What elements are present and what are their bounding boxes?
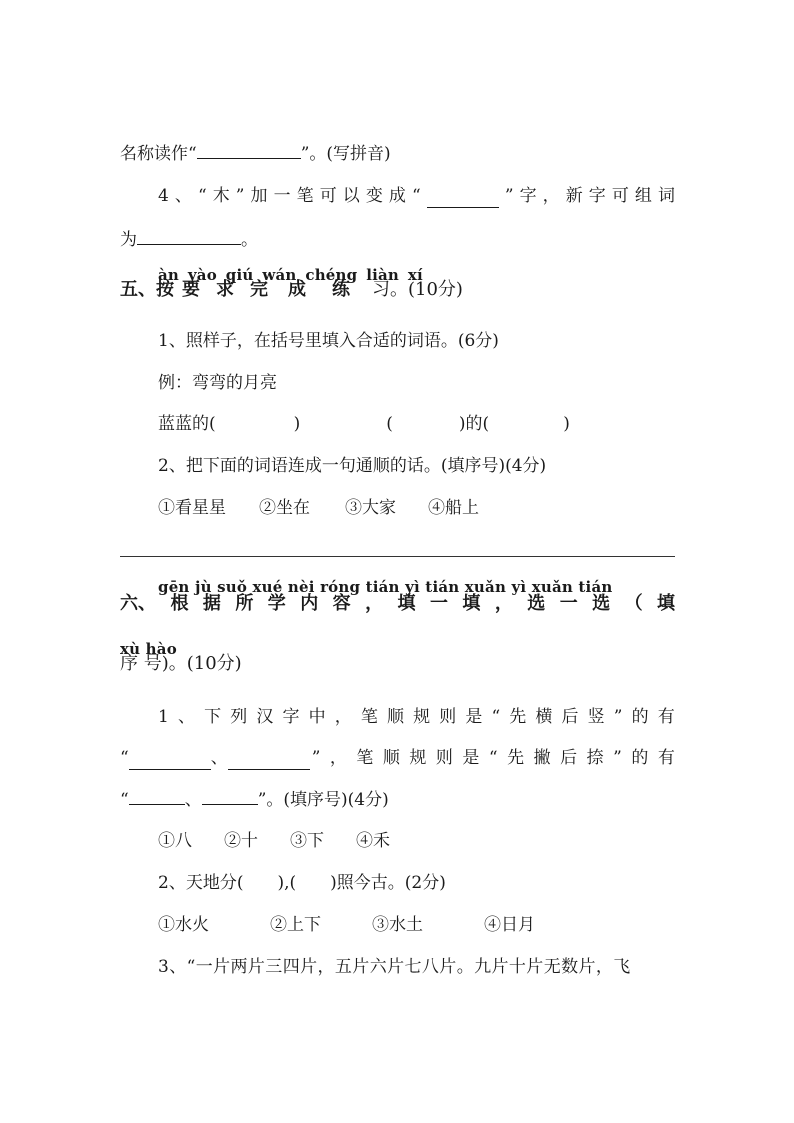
answer-blank[interactable] — [137, 228, 241, 245]
q4-prev-line — [120, 142, 675, 166]
option-item[interactable]: ②十 — [224, 831, 258, 851]
q4-prev-after: ”。(写拼音) — [300, 144, 391, 164]
answer-blank[interactable] — [129, 788, 185, 805]
section6-q3: 3、“一片两片三四片，五片六片七八片。九片十片无数片，飞 — [158, 957, 631, 977]
section5-q2: 2、把下面的词语连成一句通顺的话。(填序号)(4分) — [158, 456, 547, 476]
q1-char: 横 — [535, 707, 553, 727]
heading-char: 内 — [300, 593, 319, 614]
heading-char: 根 — [170, 593, 189, 614]
q1-char: 笔 — [360, 707, 378, 727]
q4-char: ” — [504, 186, 514, 206]
heading-char: 求 — [216, 279, 234, 300]
blank-mid-d: )的( — [458, 414, 490, 434]
option-item[interactable]: ④禾 — [356, 831, 390, 851]
blank-close-e: ) — [563, 414, 570, 434]
heading-char: 填 — [462, 593, 481, 614]
section6-heading-line1 — [120, 592, 675, 616]
option-item[interactable]: ②上下 — [270, 915, 321, 935]
section6-pinyin-line2: xù hào — [120, 640, 177, 658]
q1-char: 捺 — [586, 748, 604, 768]
heading-char: 成 — [288, 279, 306, 300]
quote-open: “ — [120, 748, 129, 768]
q4-char: 新 — [565, 186, 583, 206]
q1-char: 有 — [657, 707, 675, 727]
section6-pinyin-line1: gēn jù suǒ xué nèi róng tián yì tián xuǎn yì xuǎn tián — [158, 578, 613, 596]
q1-char: ” — [613, 748, 622, 768]
blank-open-c: ( — [386, 414, 393, 434]
section5-q1: 1、照样子，在括号里填入合适的词语。(6分) — [158, 331, 499, 351]
option-item[interactable]: ③大家 — [345, 498, 396, 518]
answer-blank[interactable] — [427, 191, 499, 208]
heading-char: 所 — [235, 593, 254, 614]
section6-q1-line1 — [158, 705, 675, 729]
q1-char: 列 — [230, 707, 248, 727]
heading-char: 填 — [657, 593, 675, 614]
section5-example: 例：弯弯的月亮 — [158, 373, 277, 393]
pinyin-syllable: xí — [407, 266, 423, 284]
q1-char: ， — [329, 748, 347, 768]
q1-char: 是 — [465, 707, 483, 727]
q1-char: ， — [334, 707, 352, 727]
option-item[interactable]: ③水土 — [372, 915, 423, 935]
option-item[interactable]: ④船上 — [428, 498, 479, 518]
q1-line3-tail: ”。(填序号)(4分) — [257, 790, 389, 810]
option-item[interactable]: ④日月 — [484, 915, 535, 935]
heading-char: 一 — [559, 593, 578, 614]
q1-char: 笔 — [356, 748, 374, 768]
q1-char: 后 — [560, 748, 578, 768]
heading-char: 选 — [592, 593, 611, 614]
separator: 、 — [184, 790, 202, 810]
q4-char: 词 — [657, 186, 675, 206]
q4-char: 变 — [365, 186, 383, 206]
section5-q2-options — [158, 496, 675, 520]
q4-char: 字 — [519, 186, 537, 206]
q1-char: 、 — [177, 707, 195, 727]
q1-char: 顺 — [386, 707, 404, 727]
section6-q1-line3 — [120, 788, 675, 812]
q1-char: ” — [311, 748, 321, 768]
heading-char: 填 — [397, 593, 416, 614]
q4-line2-end: 。 — [241, 230, 258, 250]
section6-q2-options — [158, 913, 675, 937]
heading-char: 要 — [182, 279, 200, 300]
section6-heading-line2: 序 号)。(10分) — [120, 653, 242, 674]
q1-char: “ — [491, 707, 501, 727]
q1-char: ” — [613, 707, 623, 727]
q1-char: 有 — [657, 748, 675, 768]
q4-char: 4 — [158, 186, 169, 206]
q4-char: “ — [197, 186, 207, 206]
heading-char: ， — [365, 593, 384, 614]
q1-char: 顺 — [382, 748, 400, 768]
heading-char: 一 — [429, 593, 448, 614]
q1-char: 的 — [631, 748, 649, 768]
heading-char: 五、按 — [120, 279, 174, 300]
q4-char: ， — [542, 186, 560, 206]
heading-char: 容 — [332, 593, 351, 614]
q4-char: 字 — [588, 186, 606, 206]
q4-char: 成 — [388, 186, 406, 206]
q1-line2-tail — [312, 746, 675, 770]
section5-heading — [120, 278, 502, 302]
answer-blank[interactable] — [129, 753, 211, 770]
q1-char: 汉 — [256, 707, 274, 727]
section6-q2: 2、天地分( ),( )照今古。(2分) — [158, 873, 446, 893]
q1-char: 中 — [308, 707, 326, 727]
pinyin-syllable: wán — [262, 266, 297, 284]
quote-open: “ — [120, 790, 129, 810]
q1-char: “ — [488, 748, 498, 768]
q4-char: 、 — [174, 186, 192, 206]
q4-char: 以 — [342, 186, 360, 206]
q1-char: 的 — [631, 707, 649, 727]
pinyin-syllable: chéng — [305, 266, 358, 284]
blank-open-a: 蓝蓝的( — [158, 414, 216, 434]
q1-char: 先 — [507, 748, 525, 768]
q1-char: 规 — [409, 748, 427, 768]
section6-q1-options — [158, 829, 675, 853]
heading-char: 习。(10分) — [372, 279, 463, 300]
q1-char: 先 — [509, 707, 527, 727]
q4-char: 加 — [250, 186, 268, 206]
q1-char: 字 — [282, 707, 300, 727]
q4-char: 一 — [273, 186, 291, 206]
heading-char: 练 — [332, 279, 350, 300]
option-item[interactable]: ①看星星 — [158, 498, 226, 518]
section6-q1-line2 — [120, 746, 675, 770]
heading-char: 六、 — [120, 593, 156, 614]
heading-char: 完 — [250, 279, 268, 300]
option-item[interactable]: ③下 — [290, 831, 324, 851]
heading-char: （ — [624, 593, 643, 614]
section5-blanks-line — [158, 412, 675, 436]
q1-char: 规 — [413, 707, 431, 727]
pinyin-syllable: àn — [158, 266, 180, 284]
pinyin-syllable: liàn — [366, 266, 400, 284]
q1-char: 1 — [158, 707, 169, 727]
option-item[interactable]: ②坐在 — [259, 498, 310, 518]
heading-char: ， — [494, 593, 513, 614]
q1-char: 则 — [439, 707, 457, 727]
q1-char: 竖 — [587, 707, 605, 727]
blank-close-b: ) — [293, 414, 301, 434]
q4-line2-text: 为 — [120, 230, 137, 250]
q1-char: 则 — [435, 748, 453, 768]
q1-char: 后 — [561, 707, 579, 727]
heading-char: 选 — [527, 593, 546, 614]
option-item[interactable]: ①水火 — [158, 915, 209, 935]
q1-char: 是 — [462, 748, 480, 768]
q4-char: 笔 — [296, 186, 314, 206]
q1-char: 撇 — [533, 748, 551, 768]
q4-line2 — [120, 228, 675, 252]
answer-blank[interactable] — [197, 142, 301, 159]
section-divider — [120, 556, 675, 557]
q4-prev-text: 名称读作“ — [120, 144, 197, 164]
pinyin-syllable: qiú — [225, 266, 254, 284]
q4-char: 组 — [634, 186, 652, 206]
heading-char: 据 — [202, 593, 221, 614]
q4-char: “ — [411, 186, 421, 206]
q4-char: 木 — [212, 186, 230, 206]
q4-char: ” — [235, 186, 245, 206]
q4-line1 — [158, 184, 675, 208]
pinyin-syllable: yào — [187, 266, 217, 284]
q4-char: 可 — [611, 186, 629, 206]
q1-char: 下 — [204, 707, 222, 727]
q4-char: 可 — [319, 186, 337, 206]
answer-blank[interactable] — [228, 753, 310, 770]
option-item[interactable]: ①八 — [158, 831, 192, 851]
answer-blank[interactable] — [202, 788, 258, 805]
heading-char: 学 — [267, 593, 286, 614]
separator: 、 — [210, 748, 228, 768]
